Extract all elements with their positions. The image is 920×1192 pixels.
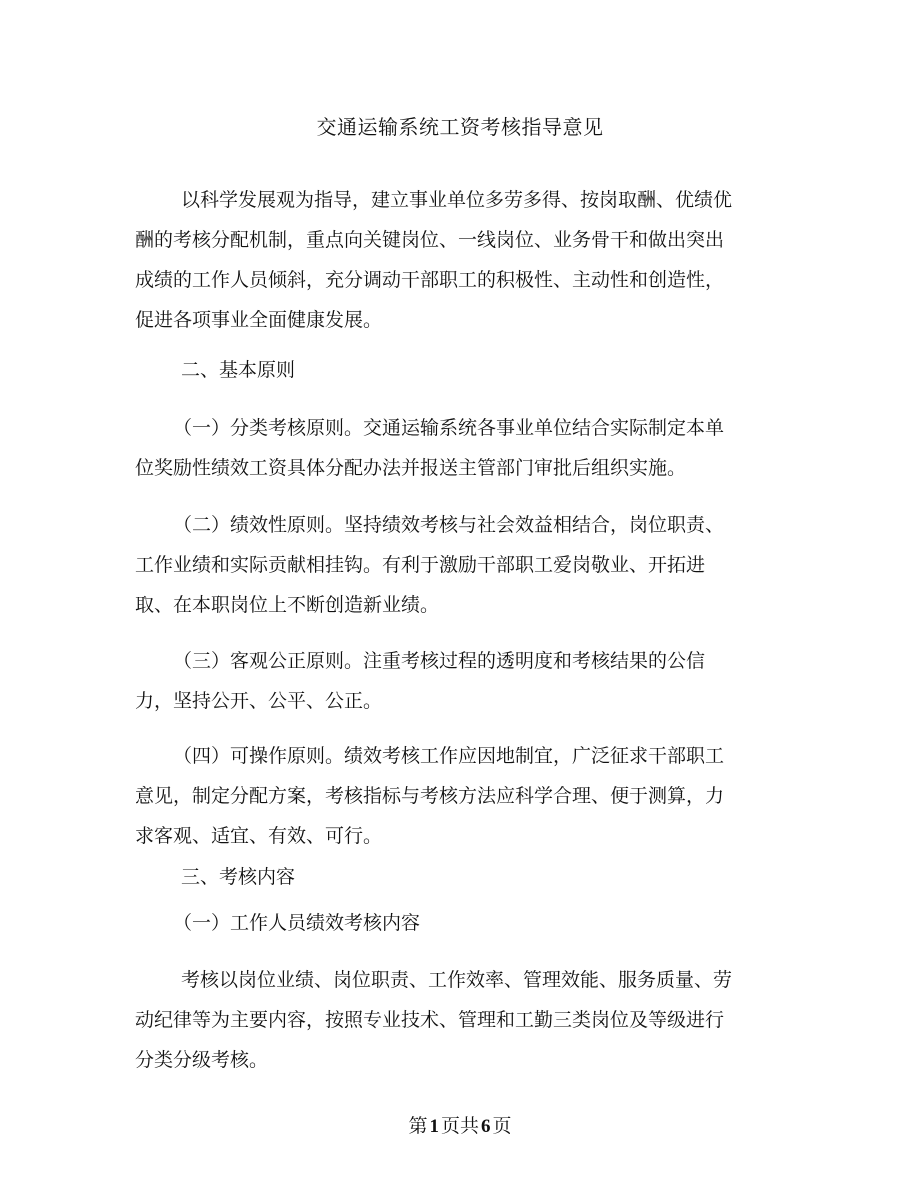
page-footer bbox=[0, 1112, 920, 1141]
footer-middle: 页共 bbox=[440, 1115, 479, 1137]
principle-classification: （一）分类考核原则。交通运输系统各事业单位结合实际制定本单位奖励性绩效工资具体分配办法并报送主管部门审批后组织实施。 bbox=[135, 417, 725, 479]
current-page-number: 1 bbox=[429, 1116, 439, 1137]
document-title: 交通运输系统工资考核指导意见 bbox=[316, 115, 604, 139]
total-page-count: 6 bbox=[481, 1116, 491, 1137]
section-heading-basic-principles: 二、基本原则 bbox=[181, 359, 296, 381]
principle-performance: （二）绩效性原则。坚持绩效考核与社会效益相结合，岗位职责、工作业绩和实际贡献相挂钩。有利于激励干部职工爱岗敬业、开拓进取、在本职岗位上不断创造新业绩。 bbox=[135, 514, 725, 616]
subsection-staff-assessment: （一）工作人员绩效考核内容 bbox=[173, 912, 421, 934]
principle-objectivity: （三）客观公正原则。注重考核过程的透明度和考核结果的公信力，坚持公开、公平、公正。 bbox=[135, 650, 706, 712]
principle-operability: （四）可操作原则。绩效考核工作应因地制宜，广泛征求干部职工意见，制定分配方案，考核指标与考核方法应科学合理、便于测算，力求客观、适宜、有效、可行。 bbox=[135, 745, 725, 847]
intro-paragraph: 以科学发展观为指导，建立事业单位多劳多得、按岗取酬、优绩优酬的考核分配机制，重点向关键岗位、一线岗位、业务骨干和做出突出成绩的工作人员倾斜，充分调动干部职工的积极性、主动性和创造性，促进各项事业全面健康发展。 bbox=[135, 189, 733, 331]
assessment-content-paragraph: 考核以岗位业绩、岗位职责、工作效率、管理效能、服务质量、劳动纪律等为主要内容，按照专业技术、管理和工勤三类岗位及等级进行分类分级考核。 bbox=[135, 969, 733, 1071]
footer-prefix: 第 bbox=[408, 1115, 428, 1137]
section-heading-assessment-content: 三、考核内容 bbox=[181, 866, 296, 888]
footer-suffix: 页 bbox=[492, 1115, 512, 1137]
